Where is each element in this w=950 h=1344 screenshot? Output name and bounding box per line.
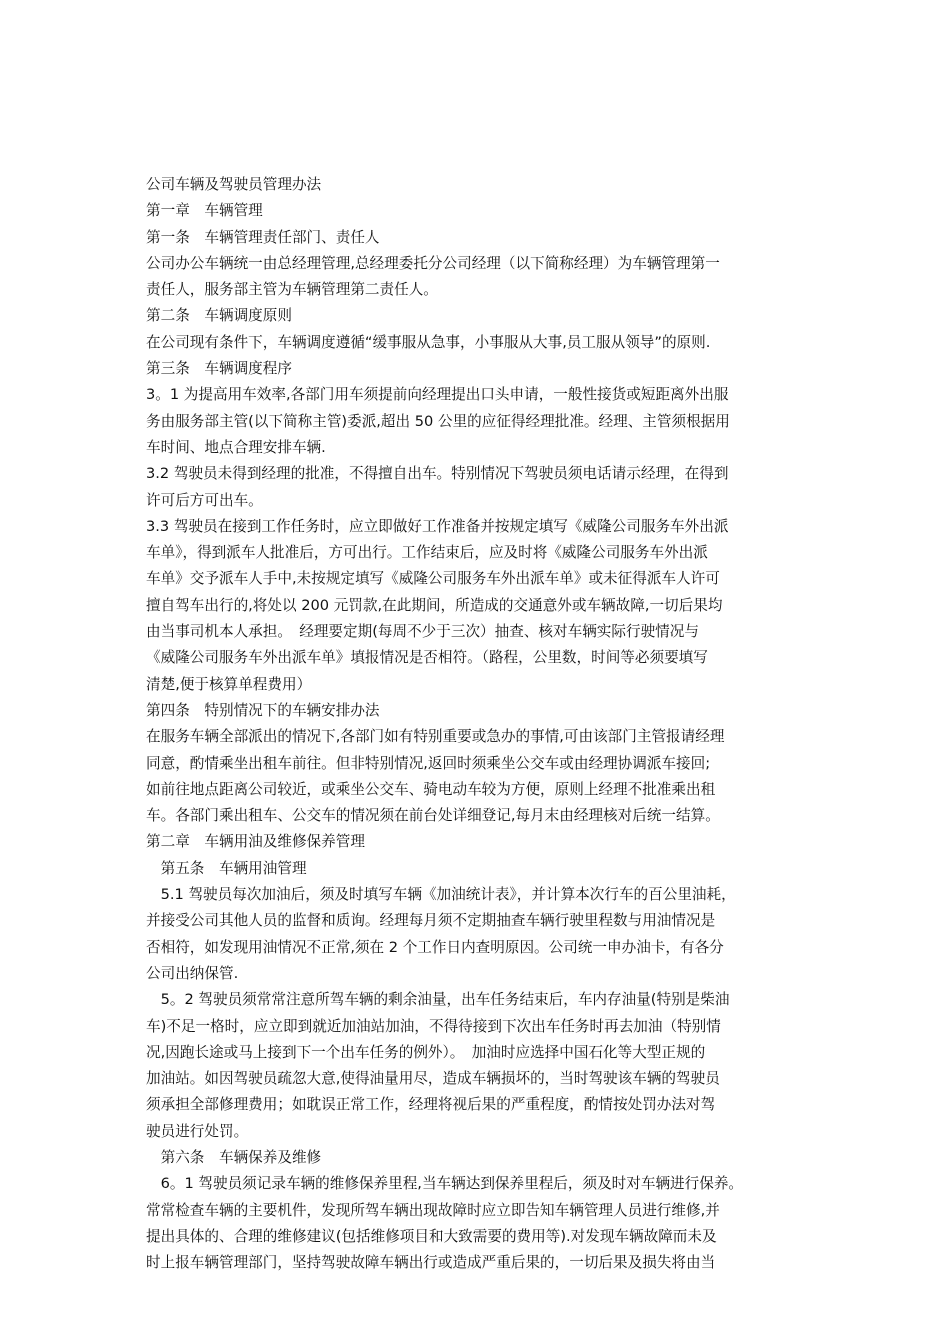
text-line: 《威隆公司服务车外出派车单》填报情况是否相符。（路程，公里数，时间等必须要填写	[146, 649, 708, 667]
text-line: 3。1 为提高用车效率,各部门用车须提前向经理提出口头申请，一般性接货或短距离外出服	[146, 386, 729, 404]
text-line: 务由服务部主管(以下简称主管)委派,超出 50 公里的应征得经理批准。经理、主管须根据用	[146, 412, 730, 430]
text-line: 第二条 车辆调度原则	[146, 307, 292, 325]
text-line: 时上报车辆管理部门，坚持驾驶故障车辆出行或造成严重后果的，一切后果及损失将由当	[146, 1254, 716, 1272]
text-line: 须承担全部修理费用；如耽误正常工作，经理将视后果的严重程度，酌情按处罚办法对驾	[146, 1096, 716, 1114]
text-line: 公司办公车辆统一由总经理管理,总经理委托分公司经理（以下简称经理）为车辆管理第一	[146, 254, 720, 272]
text-line: 车时间、地点合理安排车辆.	[146, 438, 326, 456]
text-line: 许可后方可出车。	[146, 491, 263, 509]
text-line: 车单》，得到派车人批准后，方可出行。工作结束后，应及时将《威隆公司服务车外出派	[146, 544, 708, 562]
text-line: 6。1 驾驶员须记录车辆的维修保养里程,当车辆达到保养里程后，须及时对车辆进行保养。	[146, 1175, 744, 1193]
text-line: 如前往地点距离公司较近，或乘坐公交车、骑电动车较为方便，原则上经理不批准乘出租	[146, 780, 716, 798]
text-line: 由当事司机本人承担。 经理要定期(每周不少于三次）抽查、核对车辆实际行驶情况与	[146, 623, 699, 641]
text-line: 否相符，如发现用油情况不正常,须在 2 个工作日内查明原因。公司统一申办油卡，有各分	[146, 938, 724, 956]
text-line: 常常检查车辆的主要机件，发现所驾车辆出现故障时应立即告知车辆管理人员进行维修,并	[146, 1201, 720, 1219]
text-line: 第五条 车辆用油管理	[146, 859, 307, 877]
text-line: 在服务车辆全部派出的情况下,各部门如有特别重要或急办的事情,可由该部门主管报请经理	[146, 728, 725, 746]
text-line: 公司车辆及驾驶员管理办法	[146, 176, 322, 193]
text-line: 提出具体的、合理的维修建议(包括维修项目和大致需要的费用等).对发现车辆故障而未及	[146, 1227, 717, 1245]
text-line: 第一条 车辆管理责任部门、责任人	[146, 228, 380, 246]
text-line: 责任人，服务部主管为车辆管理第二责任人。	[146, 281, 438, 299]
text-line: 在公司现有条件下，车辆调度遵循“缓事服从急事，小事服从大事,员工服从领导”的原则.	[146, 333, 711, 351]
text-line: 同意，酌情乘坐出租车前往。但非特别情况,返回时须乘坐公交车或由经理协调派车接回;	[146, 754, 711, 772]
text-line: 车单》交予派车人手中,未按规定填写《威隆公司服务车外出派车单》或未征得派车人许可	[146, 570, 720, 588]
text-line: 并接受公司其他人员的监督和质询。经理每月须不定期抽查车辆行驶里程数与用油情况是	[146, 912, 716, 930]
text-line: 况,因跑长途或马上接到下一个出车任务的例外）。 加油时应选择中国石化等大型正规的	[146, 1043, 706, 1061]
text-line: 公司出纳保管.	[146, 964, 239, 982]
text-line: 加油站。如因驾驶员疏忽大意,使得油量用尽，造成车辆损坏的，当时驾驶该车辆的驾驶员	[146, 1070, 720, 1088]
text-line: 第三条 车辆调度程序	[146, 360, 292, 378]
text-line: 第六条 车辆保养及维修	[146, 1148, 322, 1166]
text-line: 车。各部门乘出租车、公交车的情况须在前台处详细登记,每月末由经理核对后统一结算。	[146, 807, 720, 825]
text-line: 第四条 特别情况下的车辆安排办法	[146, 701, 380, 719]
text-line: 3.2 驾驶员未得到经理的批准，不得擅自出车。特别情况下驾驶员须电话请示经理，在得到	[146, 465, 729, 483]
text-line: 车)不足一格时，应立即到就近加油站加油，不得待接到下次出车任务时再去加油（特别情	[146, 1017, 721, 1035]
text-line: 清楚,便于核算单程费用）	[146, 675, 312, 693]
text-line: 第二章 车辆用油及维修保养管理	[146, 833, 365, 851]
text-line: 第一章 车辆管理	[146, 202, 263, 220]
text-line: 5。2 驾驶员须常常注意所驾车辆的剩余油量，出车任务结束后，车内存油量(特别是柴油	[146, 991, 730, 1009]
text-line: 驶员进行处罚。	[146, 1122, 249, 1140]
text-line: 3.3 驾驶员在接到工作任务时，应立即做好工作准备并按规定填写《威隆公司服务车外出派	[146, 517, 729, 535]
text-line: 擅自驾车出行的,将处以 200 元罚款,在此期间，所造成的交通意外或车辆故障,一切后果均	[146, 596, 723, 614]
document-body	[146, 172, 814, 1276]
text-line: 5.1 驾驶员每次加油后，须及时填写车辆《加油统计表》，并计算本次行车的百公里油耗，	[146, 886, 736, 904]
